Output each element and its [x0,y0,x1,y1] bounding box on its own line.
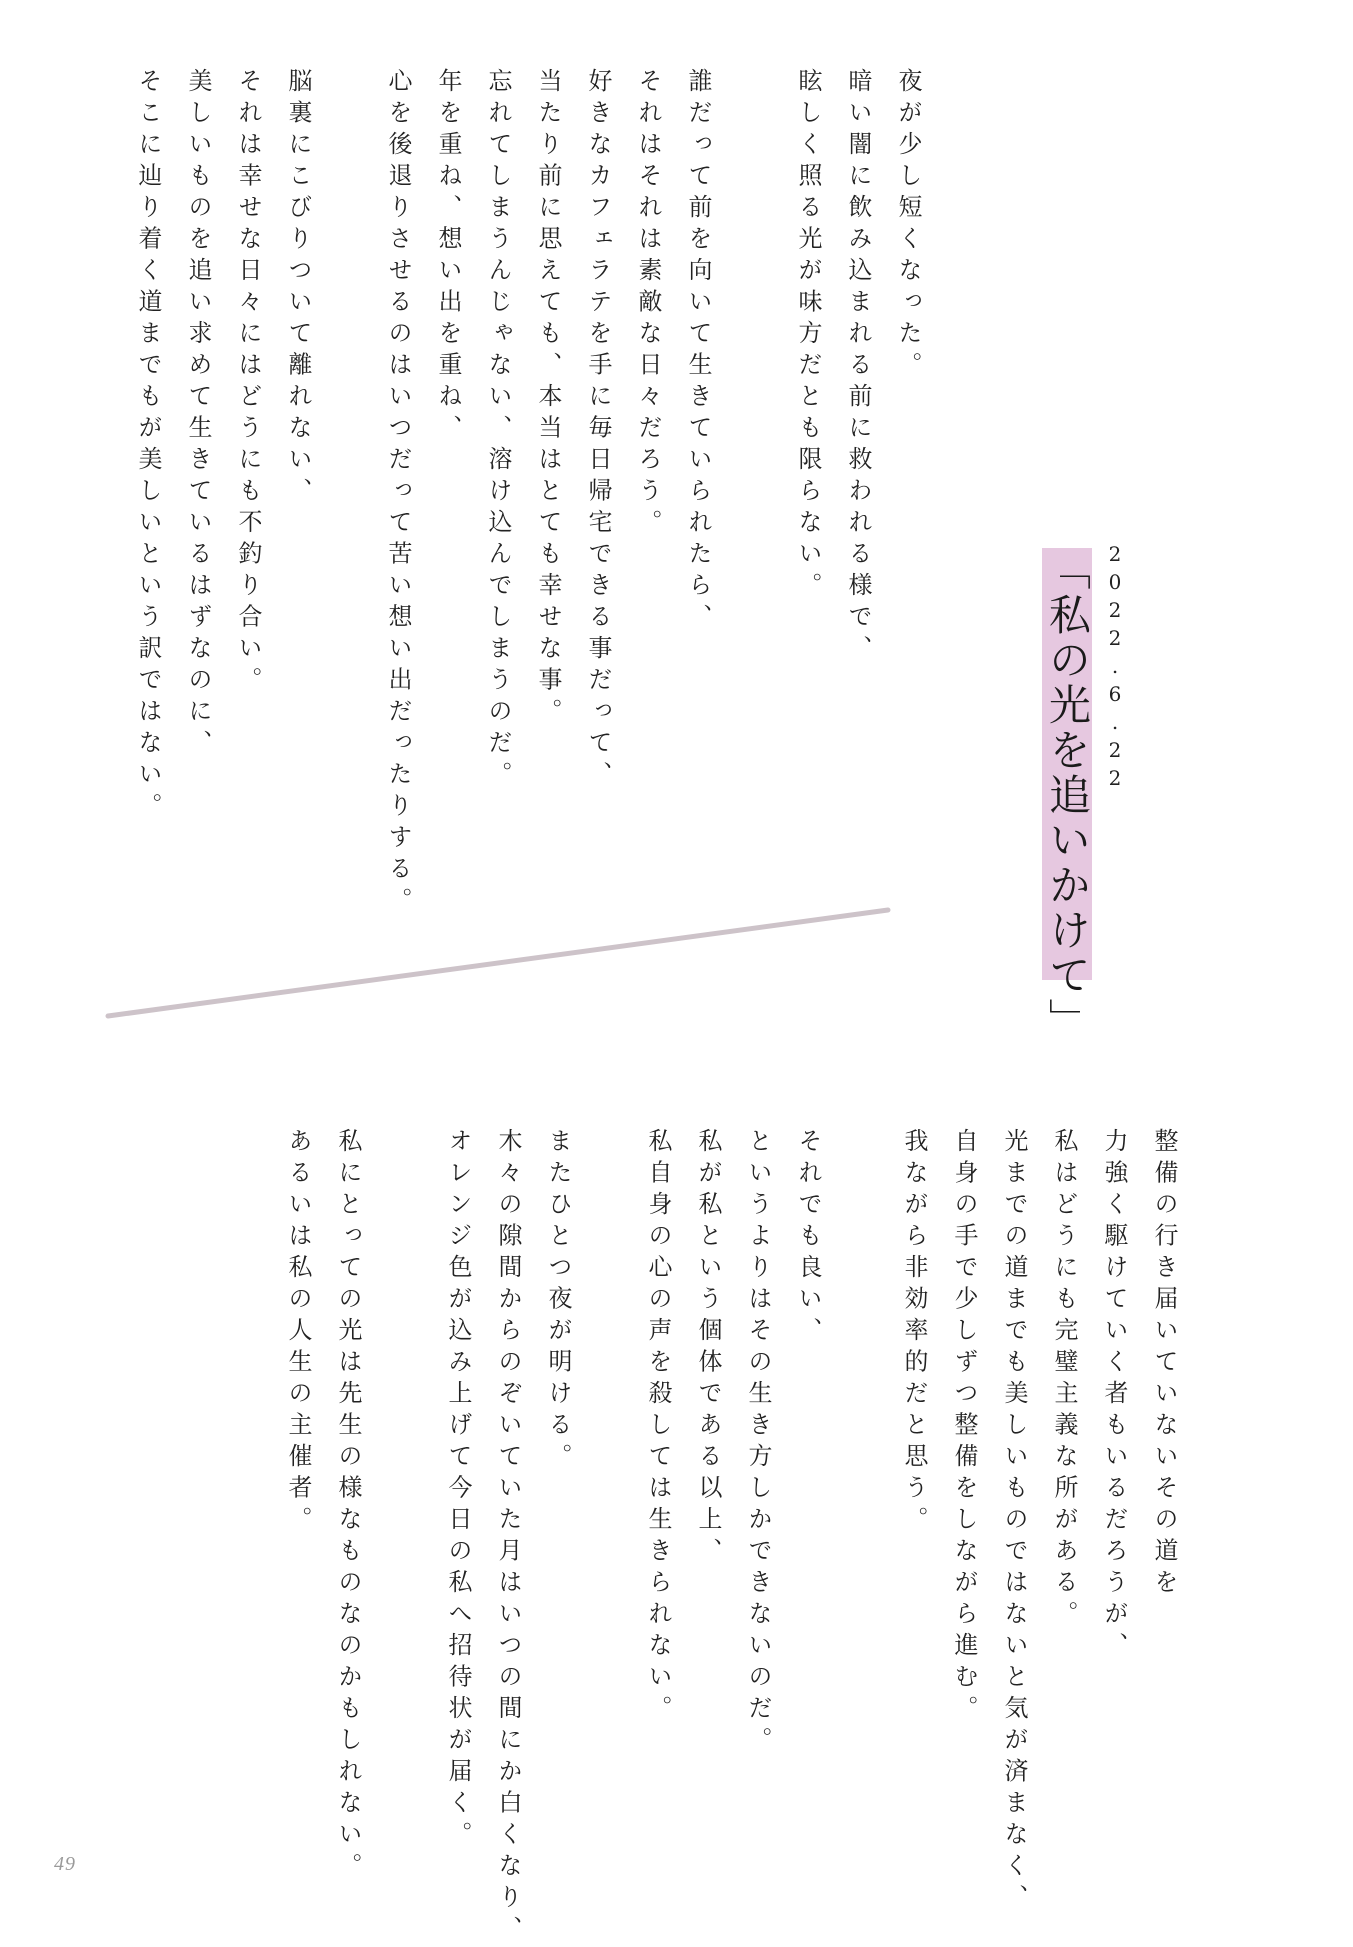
text-line: 年を重ね、想い出を重ね、 [434,68,462,446]
page-title: 「私の光を追いかけて」 [1043,548,1092,1043]
text-line: またひとつ夜が明ける。 [544,1128,572,1475]
text-line: 心を後退りさせるのはいつだって苦い想い出だったりする。 [384,68,412,919]
text-line: 夜が少し短くなった。 [894,68,922,383]
text-line: 光までの道までも美しいものではないと気が済まなく、 [1000,1128,1028,1916]
page-number: 49 [54,1853,76,1875]
text-line: それは幸せな日々にはどうにも不釣り合い。 [234,68,262,698]
text-line: 当たり前に思えても、本当はとても幸せな事。 [534,68,562,730]
text-line: 力強く駆けていく者もいるだろうが、 [1100,1128,1128,1664]
text-line: 私自身の心の声を殺しては生きられない。 [644,1128,672,1727]
text-line: 好きなカフェラテを手に毎日帰宅できる事だって、 [584,68,612,793]
text-line: 整備の行き届いていないその道を [1150,1128,1178,1601]
text-line: オレンジ色が込み上げて今日の私へ招待状が届く。 [444,1128,472,1853]
text-line: 眩しく照る光が味方だとも限らない。 [794,68,822,604]
text-line: 私が私という個体である以上、 [694,1128,722,1569]
text-line: 美しいものを追い求めて生きているはずなのに、 [184,68,212,761]
text-line: というよりはその生き方しかできないのだ。 [744,1128,772,1758]
text-line: 誰だって前を向いて生きていられたら、 [684,68,712,635]
text-line: 木々の隙間からのぞいていた月はいつの間にか白くなり、 [494,1128,522,1947]
text-line: それでも良い、 [794,1128,822,1349]
text-line: それはそれは素敵な日々だろう。 [634,68,662,541]
text-line: 忘れてしまうんじゃない、溶け込んでしまうのだ。 [484,68,512,793]
text-line: 暗い闇に飲み込まれる前に救われる様で、 [844,68,872,667]
text-line: 私はどうにも完璧主義な所がある。 [1050,1128,1078,1632]
text-line: 私にとっての光は先生の様なものなのかもしれない。 [334,1128,362,1884]
text-line: 自身の手で少しずつ整備をしながら進む。 [950,1128,978,1727]
text-line: そこに辿り着く道までもが美しいという訳ではない。 [134,68,162,824]
text-line: 脳裏にこびりついて離れない、 [284,68,312,509]
text-line: 我ながら非効率的だと思う。 [900,1128,928,1538]
date-label: 2022.6.22 [1103,542,1127,794]
text-line: あるいは私の人生の主催者。 [284,1128,312,1538]
